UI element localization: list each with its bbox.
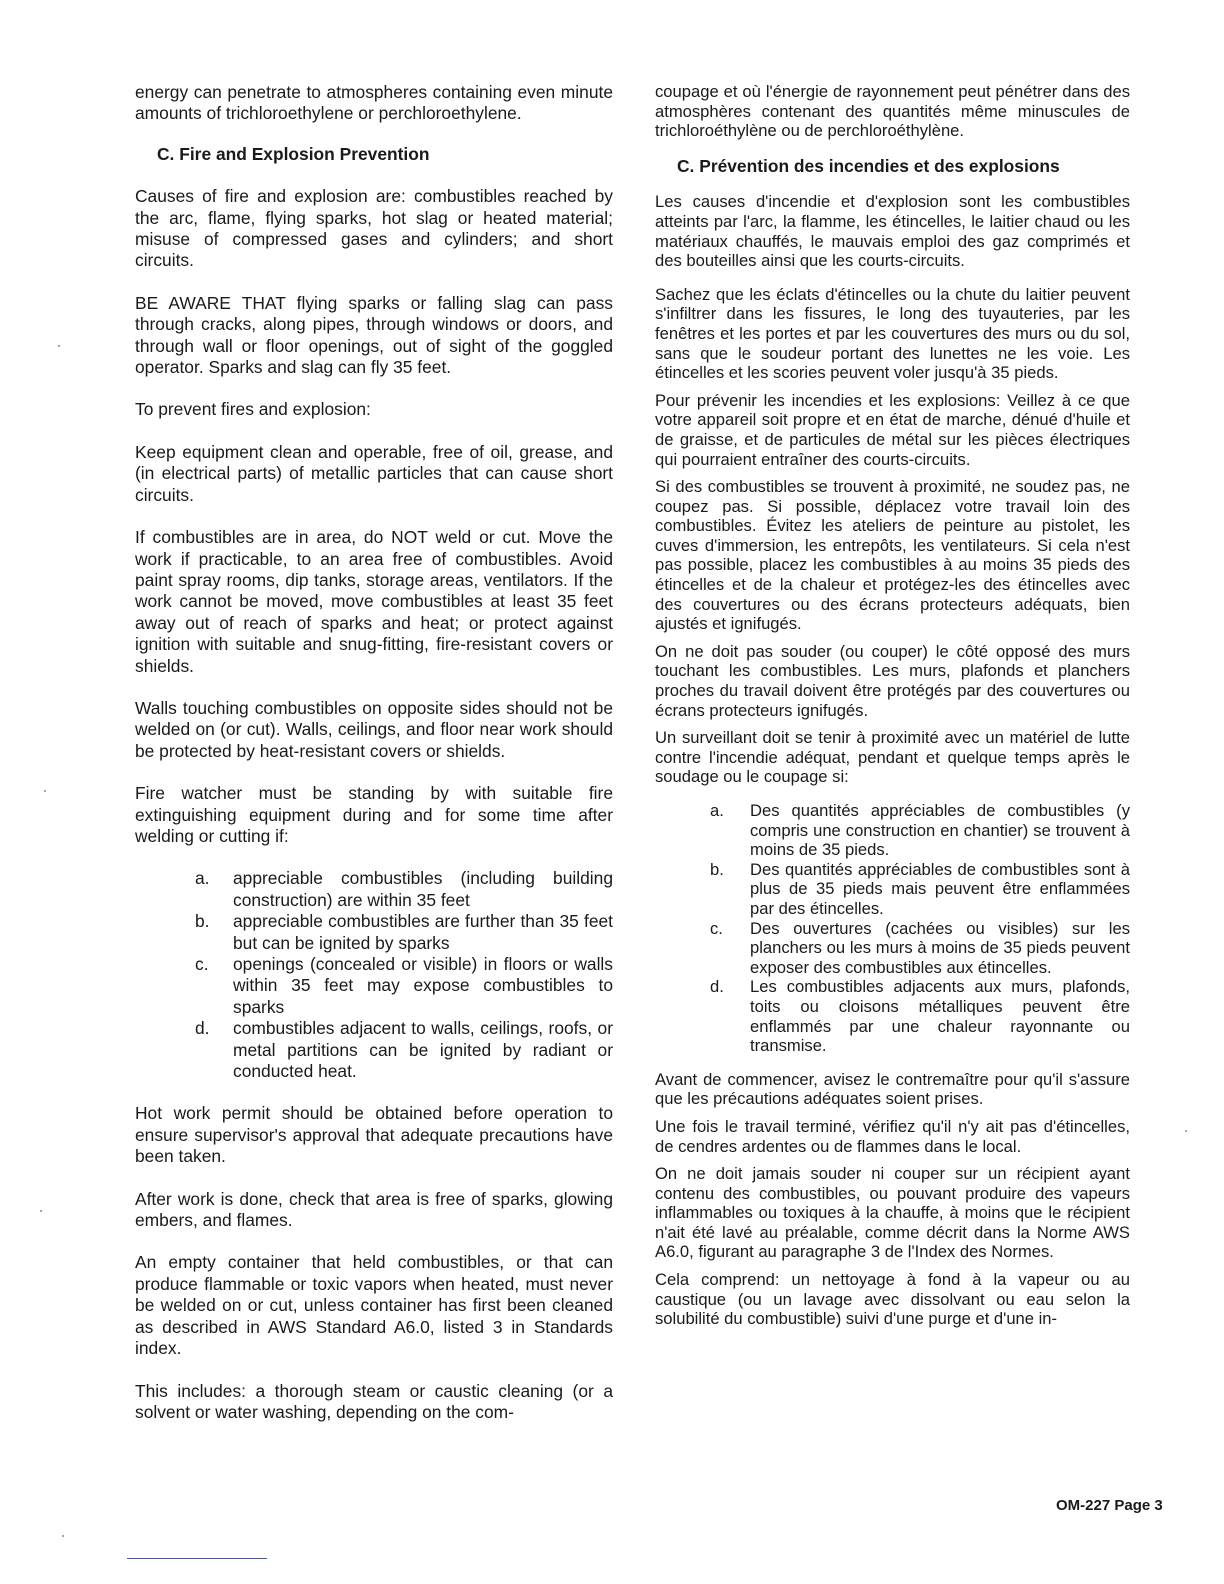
list-marker: c. [195, 954, 209, 974]
avant-paragraph: Avant de commencer, avisez le contremaître pour qu'il s'assure que les précautions adéquates soient prises. [655, 1069, 1130, 1109]
includes-paragraph: This includes: a thorough steam or caustic cleaning (or a solvent or water washing, depending on the com- [135, 1380, 613, 1422]
keep-paragraph: Keep equipment clean and operable, free of oil, grease, and (in electrical parts) of metallic particles that can cause short circuits. [135, 441, 613, 505]
after-paragraph: After work is done, check that area is free of sparks, glowing embers, and flames. [135, 1188, 613, 1231]
scan-speck [44, 790, 46, 792]
list-marker: b. [195, 911, 210, 932]
list-item-text: Des ouvertures (cachées ou visibles) sur les planchers ou les murs à moins de 35 pieds peuvent exposer des combustibles aux étincelles. [750, 918, 1130, 977]
scan-speck [58, 345, 60, 347]
list-marker: a. [195, 868, 210, 889]
combustibles-paragraph: If combustibles are in area, do NOT weld or cut. Move the work if practicable, to an area free of combustibles. Avoid paint spray rooms, dip tanks, storage areas, ventilators. If the work cannot be moved, move combustibles at least 35 feet away out of reach of sparks and heat; or protect against ignition with suitable and snug-fitting, fire-resistant covers or shields. [135, 527, 613, 676]
list-item-text: combustibles adjacent to walls, ceilings, roofs, or metal partitions can be ignited by radiant or conducted heat. [233, 1018, 613, 1082]
list-item-text: appreciable combustibles (including building construction) are within 35 feet [233, 868, 613, 910]
watcher-paragraph: Fire watcher must be standing by with suitable fire extinguishing equipment during and for some time after welding or cutting if: [135, 783, 613, 846]
scan-speck [1185, 1130, 1187, 1132]
list-item [710, 860, 1130, 919]
list-item-text: Des quantités appréciables de combustibles sont à plus de 35 pieds mais peuvent être enflammées par des étincelles. [750, 859, 1130, 918]
section-heading-fr: C. Prévention des incendies et des explosions [677, 155, 1060, 176]
aware-paragraph: BE AWARE THAT flying sparks or falling slag can pass through cracks, along pipes, through windows or doors, and through wall or floor openings, out of sight of the goggled operator. Sparks and slag can fly 35 feet. [135, 292, 613, 378]
list-item-text: Les combustibles adjacents aux murs, plafonds, toits ou cloisons métalliques peuvent être enflammés par une chaleur rayonnante ou transmise. [750, 977, 1130, 1056]
conditions-list [195, 868, 613, 1082]
une-fois-paragraph: Une fois le travail terminé, vérifiez qu'il n'y ait pas d'étincelles, de cendres ardentes ou de flammes dans le local. [655, 1116, 1130, 1156]
surveillant-paragraph: Un surveillant doit se tenir à proximité avec un matériel de lutte contre l'incendie adéquat, pendant et quelque temps après le soudage ou le coupage si: [655, 728, 1130, 787]
sachez-paragraph: Sachez que les éclats d'étincelles ou la chute du laitier peuvent s'infiltrer dans les fissures, le long des tuyauteries, par les fenêtres et les portes et par les couvertures des murs ou du sol, sans que le soudeur portant des lunettes ne les voie. Les étincelles et les scories peuvent voler jusqu'à 35 pieds. [655, 284, 1130, 383]
pour-paragraph: Pour prévenir les incendies et les explosions: Veillez à ce que votre appareil soit propre et en état de marche, dénué d'huile et de graisse, et de particules de métal sur les pièces électriques qui pourraient entraîner des courts-circuits. [655, 390, 1130, 469]
scan-speck [40, 1210, 42, 1212]
list-marker: d. [195, 1018, 210, 1039]
list-item [710, 977, 1130, 1055]
intro-paragraph-fr: coupage et où l'énergie de rayonnement peut pénétrer dans des atmosphères contenant des quantités même minuscules de trichloroéthylène ou de perchloroéthylène. [655, 82, 1130, 141]
permit-paragraph: Hot work permit should be obtained before operation to ensure supervisor's approval that adequate precautions have been taken. [135, 1103, 613, 1167]
on-ne-paragraph: On ne doit pas souder (ou couper) le côté opposé des murs touchant les combustibles. Les murs, plafonds et planchers proches du travail doivent être protégés par des couvertures ou écrans protecteurs ignifugés. [655, 641, 1130, 720]
list-item [195, 868, 613, 911]
list-item-text: Des quantités appréciables de combustibles (y compris une construction en chantier) se trouvent à moins de 35 pieds. [750, 801, 1130, 860]
english-column [135, 82, 613, 1444]
walls-paragraph: Walls touching combustibles on opposite sides should not be welded on (or cut). Walls, ceilings, and floor near work should be protected by heat-resistant covers or shields. [135, 697, 613, 761]
list-item-text: openings (concealed or visible) in floors or walls within 35 feet may expose combustibles to sparks [233, 954, 613, 1017]
section-heading: C. Fire and Explosion Prevention [157, 143, 430, 164]
french-column [655, 82, 1130, 1337]
causes-paragraph: Causes of fire and explosion are: combustibles reached by the arc, flame, flying sparks, hot slag or heated material; misuse of compressed gases and cylinders; and short circuits. [135, 186, 613, 271]
intro-paragraph: energy can penetrate to atmospheres containing even minute amounts of trichloroethylene or perchloroethylene. [135, 82, 613, 124]
si-paragraph: Si des combustibles se trouvent à proximité, ne soudez pas, ne coupez pas. Si possible, déplacez votre travail loin des combustibles. Évitez les ateliers de peinture au pistolet, les cuves d'immersion, les entrepôts, les ventilateurs. Si cela n'est pas possible, placez les combustibles à au moins 35 pieds des étincelles et de la chaleur et protégez-les des étincelles avec des couvertures ou des écrans protecteurs adéquats, bien ajustés et ignifugés. [655, 477, 1130, 634]
jamais-paragraph: On ne doit jamais souder ni couper sur un récipient ayant contenu des combustibles, ou pouvant produire des vapeurs inflammables ou toxiques à la chauffe, à moins que le récipient n'ait été lavé au préalable, comme décrit dans la Norme AWS A6.0, figurant au paragraphe 3 de l'Index des Normes. [655, 1164, 1130, 1262]
list-marker: d. [710, 977, 724, 997]
footer-rule [127, 1558, 267, 1559]
list-marker: b. [710, 859, 724, 879]
list-marker: c. [710, 918, 723, 938]
conditions-list-fr [710, 801, 1130, 1056]
list-marker: a. [710, 801, 724, 820]
list-item [195, 911, 613, 954]
list-item [195, 954, 613, 1018]
cela-paragraph: Cela comprend: un nettoyage à fond à la vapeur ou au caustique (ou un lavage avec dissolvant ou eau selon la solubilité du combustible) suivi d'une purge et d'une in- [655, 1270, 1130, 1329]
list-item [195, 1018, 613, 1082]
causes-paragraph-fr: Les causes d'incendie et d'explosion sont les combustibles atteints par l'arc, la flamme, les étincelles, le laitier chaud ou les matériaux chauffés, le mauvais emploi des gaz comprimés et des bouteilles ainsi que les courts-circuits. [655, 192, 1130, 271]
container-paragraph: An empty container that held combustibles, or that can produce flammable or toxic vapors when heated, must never be welded on or cut, unless container has first been cleaned as described in AWS Standard A6.0, listed 3 in Standards index. [135, 1252, 613, 1359]
list-item [710, 801, 1130, 860]
scan-speck [62, 1535, 64, 1537]
list-item [710, 919, 1130, 978]
list-item-text: appreciable combustibles are further than 35 feet but can be ignited by sparks [233, 911, 613, 953]
prevent-paragraph: To prevent fires and explosion: [135, 399, 371, 420]
page-number: OM-227 Page 3 [1056, 1497, 1163, 1514]
